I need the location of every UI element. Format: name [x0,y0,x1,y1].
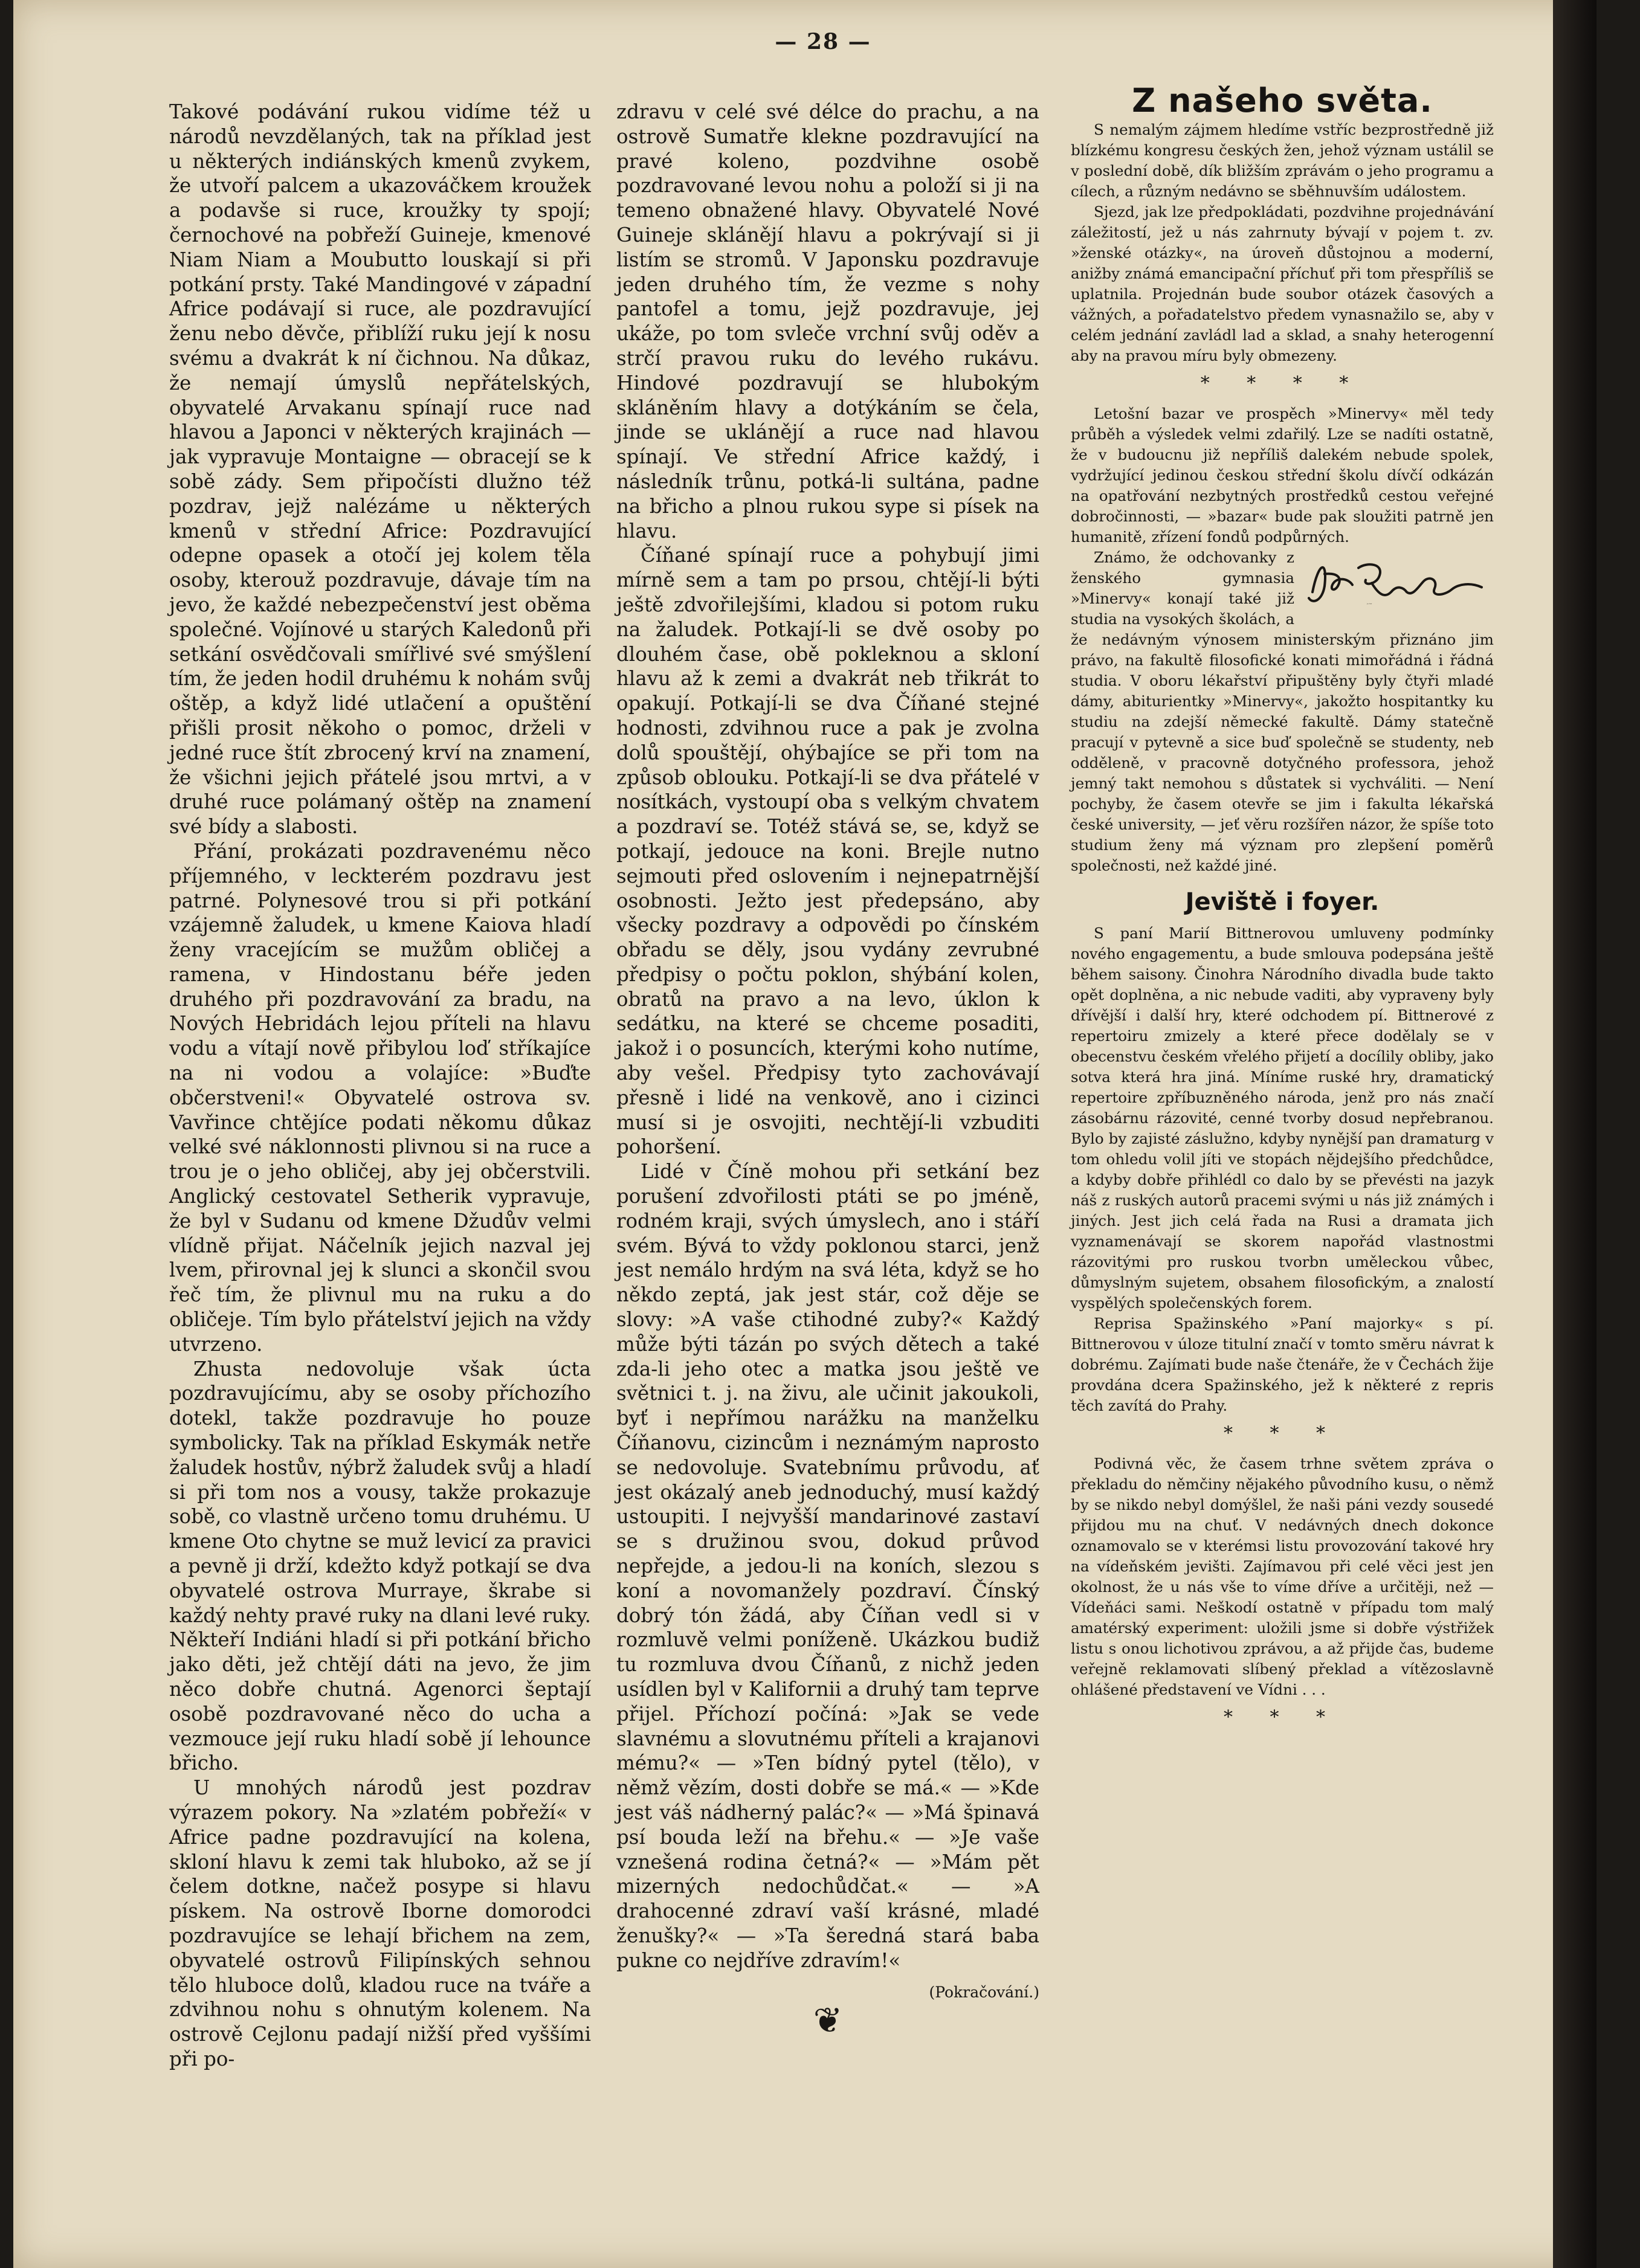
section-divider-stars: * * * [1223,1423,1341,1444]
paragraph: S paní Marií Bittnerovou umluveny podmínky nového engagementu, a bude smlouva podepsána ještě během saisony. Činohra Národního divadla bude takto opět doplněna, a nic nebude vaditi, aby vypraveny byly dřívější i další hry, které odchodem pí. Bittnerové z repertoiru zmizely a které přece dodělaly se v obecenstvu českém vřelého přijetí a docílily obliby, jako sotva která hra jiná. Míníme ruské hry, dramatický repertoire zpříbuzněného národa, jenž pro nás značí zásobárnu rázovité, cenné tvorby dosud nepřebranou. Bylo by zajisté záslužno, kdyby nynější pan dramaturg v tom ohledu volil jíti ve stopách nějdejšího předchůdce, a kdyby dobře přihlédl co dalo by se převésti na jazyk náš z ruských autorů pracemi svými u nás již známých i jiných. Jest jich celá řada na Rusi a dramata jich vyznamenávají se skorem napořád vlastnostmi rázovitými pro ruskou tvorbn uměleckou vůbec, důmyslným sujetem, obsahem filosofickým, a znalostí vyspělých společenských forem. [1071,924,1494,1312]
paragraph: Letošní bazar ve prospěch »Minervy« měl tedy průběh a výsledek velmi zdařilý. Lze se nadíti ostatně, že v budoucnu již nepříliš dalekém nebude spolek, vydržující jedinou českou střední školu dívčí odkázán na opatřování nezbytných prostředků cestou veřejné dobročinnosti, — »bazar« bude pak sloužiti patrně jen humanitě, zřízení fondů podpůrných. [1071,405,1494,546]
paragraph: Reprisa Spažinského »Paní majorky« s pí. Bittnerovou v úloze titulní značí v tomto směru návrat k dobrému. Zajímati bude naše čtenáře, že v Čechách žije provdána dcera Spažinského, jež k některé z repris těch zavítá do Prahy. [1071,1315,1494,1414]
column-3 [1071,82,1494,1738]
column-2 [616,100,1039,2041]
section-divider-stars: * * * * [1200,373,1364,394]
author-signature-icon [1300,550,1494,610]
svg-text:Jar. Rod.: Jar. Rod. [1367,604,1372,605]
paragraph: Známo, že odchovanky z ženského gymnasia »Minervy« konají také již studia na vysokých školách, a že nedávným výnosem ministerským přiznáno jim právo, na fakultě filosofické konati mimořádná i řádná studia. V oboru lékařství připuštěny byly čtyři mladé dámy, abiturientky »Minervy«, jakožto hospitantky ku studiu na zdejší německé fakultě. Dámy statečně pracují v pytevně a sice buď společně se studenty, neb odděleně, v pracovně dotyčného professora, jehož jemný takt nemohou s důstatek si vychváliti. — Není pochyby, že časem otevře se jim i fakulta lékařská české university, — jeť věru rozšířen názor, že spíše toto studium ženy má význam pro zlepšení poměrů společnosti, než každé jiné. [1071,549,1494,874]
column-1 [169,100,591,2072]
newspaper-page [13,0,1596,2268]
page-number: — 28 — [775,29,871,54]
section-divider-stars: * * * [1223,1707,1341,1728]
continued-note: (Pokračování.) [929,1983,1039,2001]
signed-paragraph [1071,547,1494,876]
book-spine-edge [1553,0,1596,2268]
paragraph: Lidé v Číně mohou při setkání bez porušení zdvořilosti ptáti se po jméně, rodném kraji, svých úmyslech, ano i stáří svém. Bývá to vždy poklonou starci, jenž jest nemálo hrdým na svá léta, když se ho někdo zeptá, jak jest stár, což děje se slovy: »A vaše ctihodné zuby?« Každý může býti tázán po svých dětech a také zda-li jeho otec a matka jsou ještě ve světnici t. j. na živu, ale učinit jakoukoli, byť i nepřímou narážku na manželku Číňanovu, cizincům i neznámým naprosto se nedovoluje. Svatebnímu průvodu, ať jest okázalý aneb jednoduchý, musí každý ustoupiti. I nejvyšší mandarinové zastaví se s družinou svou, dokud průvod nepřejde, a jedou-li na koních, slezou s koní a novomanžely pozdraví. Čínský dobrý tón žádá, aby Číňan vedl si v rozmluvě velmi poníženě. Ukázkou budiž tu rozmluva dvou Číňanů, z nichž jeden usídlen byl v Kalifornii a druhý tam teprve přijel. Příchozí počíná: »Jak se vede slavnému a slovutnému příteli a krajanovi mému?« — »Ten bídný pytel (tělo), v němž vězím, dosti dobře se má.« — »Kde jest váš nádherný palác?« — »Má špinavá psí bouda leží na břehu.« — »Je vaše vznešená rodina četná?« — »Mám pět mizerných nedochůdčat.« — »A drahocenné zdraví vaší krásné, mladé ženušky?« — »Ta šeredná stará baba pukne co nejdříve zdravím!« [616,1160,1039,1972]
paragraph: Podivná věc, že časem trhne světem zpráva o překladu do němčiny nějakého původního kusu, o němž by se nikdo nebyl domýšlel, že naši páni vezdy sousedé přijdou mu na chuť. V nedávných dnech dokonce oznamovalo se v kterémsi listu provozování takové hry na vídeňském jevišti. Zajímavou při celé věci jest jen okolnost, že u nás vše to víme dříve a určitěji, než — Vídeňáci sami. Neškodí ostatně v případu tom malý amatérský experiment: uložili jsme si dobře výstřižek listu s onou lichotivou zprávou, a až přijde čas, budeme veřejně reklamovati slíbený překlad a vítězoslavně ohlášené představení ve Vídni . . . [1071,1455,1494,1698]
paragraph: Zhusta nedovoluje však úcta pozdravujícímu, aby se osoby příchozího dotekl, takže pozdravuje ho pouze symbolicky. Tak na příklad Eskymák netře žaludek hostův, nýbrž žaludek svůj a hladí si při tom nos a vousy, takže prokazuje sobě, co vlastně určeno tomu druhému. U kmene Oto chytne se muž levicí za pravici a pevně ji drží, kdežto když potkají se dva obyvatelé ostrova Murraye, škrabe si každý nehty pravé ruky na dlani levé ruky. Někteří Indiáni hladí si při potkání břicho jako děti, jež chtějí dáti na jevo, že jim něco dobře chutná. Agenorci šeptají osobě pozdravované něco do ucha a vezmouce její ruku hladí sobě jí lehounce břicho. [169,1357,591,1775]
paragraph: Číňané spínají ruce a pohybují jimi mírně sem a tam po prsou, chtějí-li býti ještě zdvořilejšími, kladou si potom ruku na žaludek. Potkají-li se dvě osoby po dlouhém čase, obě pokleknou a skloní hlavu až k zemi a dvakrát neb třikrát to opakují. Potkají-li se dva Číňané stejné hodnosti, zdvihnou ruce a pak je zvolna dolů spouštějí, ohýbajíce se při tom na způsob oblouku. Potkají-li se dva přátelé v nosítkách, vystoupí oba s velkým chvatem a pozdraví se. Totéž stává se, se, když se potkají, jedouce na koni. Brejle nutno sejmouti před oslovením i nejnepatrnější osobnosti. Ježto jest předepsáno, aby všecky pozdravy a odpovědi po čínském obřadu se děly, jsou vydány zevrubné předpisy o počtu poklon, shýbání kolen, obratů na pravo a na levo, úklon k sedátku, na které se chceme posaditi, jakož i o posuncích, kterými koho nutíme, aby vešel. Předpisy tyto zachovávají přesně i lidé na venkově, ano i cizinci musí si je osvojiti, nechtějí-li vzbuditi pohoršení. [616,544,1039,1159]
paragraph: Přání, prokázati pozdravenému něco příjemného, v leckterém pozdravu jest patrné. Polynesové trou si při potkání vzájemně žaludek, u kmene Kaiova hladí ženy vracejícím se mužům obličej a ramena, v Hindostanu béře jeden druhého při pozdravování za bradu, na Nových Hebridách lejou příteli na hlavu vodu a vítají nově přibylou loď stříkajíce na ni vodou a volajíce: »Buďte občerstveni!« Obyvatelé ostrova sv. Vavřince chtějíce podati někomu důkaz velké své náklonnosti plivnou si na ruce a trou je o jeho obličej, aby jej občerstvili. Anglický cestovatel Setherik vypravuje, že byl v Sudanu od kmene Džudův velmi vlídně přijat. Náčelník jejich nazval jej lvem, přirovnal jej k slunci a skončil svou řeč tím, že plivnul mu na ruku a do obličeje. Tím bylo přátelství jejich na vždy utvrzeno. [169,839,591,1356]
fleuron-ornament-icon: ❦ [813,2000,843,2041]
paragraph: Sjezd, jak lze předpokládati, pozdvihne projednávání záležitostí, jež u nás zahrnuty bývají v pojem t. zv. »ženské otázky«, na úroveň důstojnou a moderní, anižby známá emancipační příchuť při tom přespříliš se uplatnila. Projednán bude soubor otázek časových a vážných, a pořadatelstvo předem vynasnažilo se, aby v celém jednání zavládl lad a sklad, a snahy heterogenní aby na pravou míru byly obmezeny. [1071,203,1494,364]
paragraph: U mnohých národů jest pozdrav výrazem pokory. Na »zlatém pobřeží« v Africe padne pozdravující na kolena, skloní hlavu k zemi tak hluboko, až se jí čelem dotkne, načež posype si hlavu pískem. Na ostrově Iborne domorodci pozdravujíce se lehají břichem na zem, obyvatelé ostrovů Filipínských sehnou tělo hluboce dolů, kladou ruce na tváře a zdvihnou nohu s ohnutým kolenem. Na ostrově Cejlonu padají nižší před vyššími při po- [169,1776,591,2070]
paragraph: S nemalým zájmem hledíme vstříc bezprostředně již blízkému kongresu českých žen, jehož význam ustálil se v poslední době, dík bližším zprávám o jeho programu a cílech, a různým nedávno se sběhnuvším událostem. [1071,121,1494,200]
section-heading-stage-foyer: Jeviště i foyer. [1185,888,1380,916]
paragraph: zdravu v celé své délce do prachu, a na ostrově Sumatře klekne pozdravující na pravé koleno, pozdvihne osobě pozdravované levou nohu a položí si ji na temeno obnažené hlavy. Obyvatelé Nové Guineje sklánějí hlavu a pokrývají si ji listím se stromů. V Japonsku pozdravuje jeden druhého tím, že vezme s nohy pantofel a tomu, jejž pozdravuje, jej ukáže, po tom svlečе vrchní svůj oděv a strčí pravou ruku do levého rukávu. Hindové pozdravují se hlubokým skláněním hlavy a dotýkáním se čela, jinde se uklánějí a ruce nad hlavou spínají. Ve střední Africe každý, i následník trůnu, potká-li sultána, padne na břicho a plnou rukou sype si písek na hlavu. [616,100,1039,543]
paragraph: Takové podávání rukou vidíme též u národů nevzdělaných, tak na příklad jest u některých indiánských kmenů zvykem, že utvoří palcem a ukazováčkem kroužek a podavše si ruce, kroužky ty spojí; černochové na pobřeží Guineje, kmenové Niam Niam a Moubutto louskají si při potkání prsty. Také Mandingové v západní Africe podávají si ruce, ale pozdravující ženu nebo děvče, přiblíží ruku její k nosu svému a dvakrát k ní čichnou. Na důkaz, že nemají úmyslů nepřátelských, obyvatelé Arvakanu spínají ruce nad hlavou a Japonci v některých krajinách — jak vypravuje Montaigne — obracejí se k sobě zády. Sem připočísti dlužno též pozdrav, jejž nalézáme u některých kmenů v střední Africe: Pozdravující odepne opasek a otočí jej kolem těla osoby, kterouž pozdravuje, dávaje tím na jevo, že každé nebezpečenství jest oběma společné. Vojínové u starých Kaledonů při setkání osvědčovali smířlivé své smýšlení tím, že jeden hodil druhému k nohám svůj oštěp, a když lidé utlačení a opuštění přišli prosit někoho o pomoc, drželi v jedné ruce štít zbrocený krví na znamení, že všichni jejich přátelé jsou mrtvi, a v druhé ruce polámaný oštěp na znamení své bídy a slabosti. [169,100,591,839]
section-heading-our-world: Z našeho světa. [1132,82,1433,120]
